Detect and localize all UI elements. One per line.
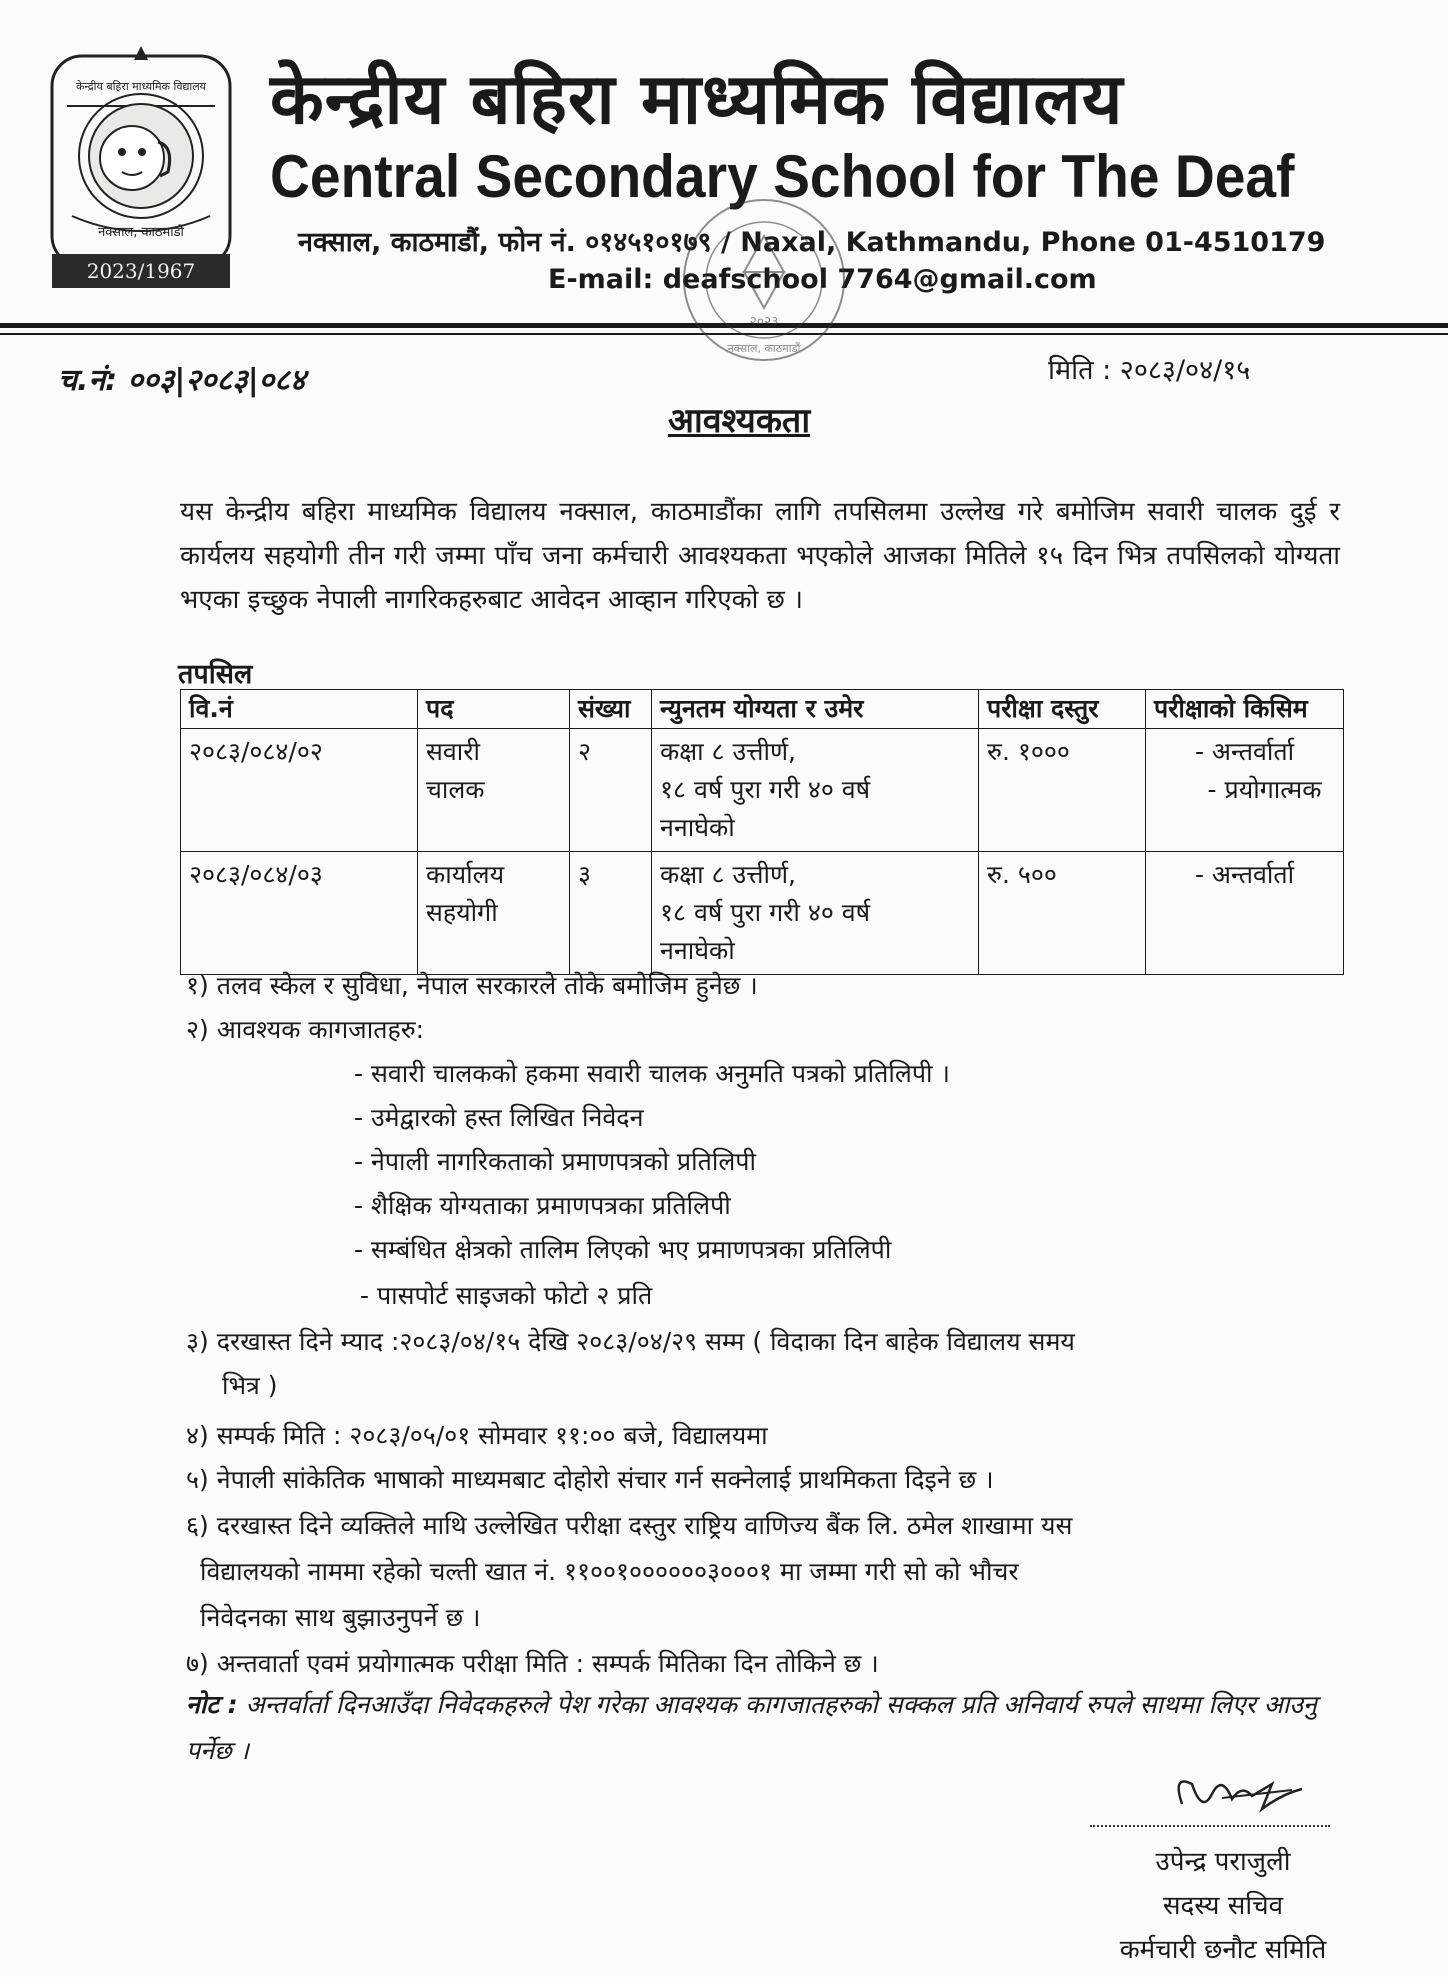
doc-item: - पासपोर्ट साइजको फोटो २ प्रति: [360, 1281, 653, 1310]
cell-post-line: सहयोगी: [426, 898, 498, 927]
logo-year-text: 2023/1967: [86, 259, 196, 283]
reference-number: च.नं: ००३|२०८३|०८४: [58, 363, 306, 398]
doc-item: - शैक्षिक योग्यताका प्रमाणपत्रका प्रतिलिपी: [354, 1191, 731, 1220]
cell-count: २: [570, 729, 652, 852]
cell-count: ३: [570, 852, 652, 975]
doc-item: - सवारी चालकको हकमा सवारी चालक अनुमति पत्रको प्रतिलिपी ।: [354, 1059, 950, 1088]
cell-post: [418, 729, 570, 852]
logo-location-text: नक्साल, काठमाडौं: [98, 225, 184, 240]
note-1: १) तलव स्केल र सुविधा, नेपाल सरकारले तोके बमोजिम हुनेछ ।: [186, 971, 758, 1000]
logo-ring-text: केन्द्रीय बहिरा माध्यमिक विद्यालय: [75, 80, 207, 93]
letter-date: मिति : २०८३/०४/१५: [1048, 355, 1251, 386]
note-6-line-2: विद्यालयको नाममा रहेको चल्ती खात नं. ११००१००००००३०००१ मा जम्मा गरी सो को भौचर: [200, 1557, 1019, 1586]
cell-no: २०८३/०८४/०३: [181, 852, 418, 975]
school-logo: [32, 46, 250, 296]
cell-no: २०८३/०८४/०२: [181, 729, 418, 852]
doc-item: - नेपाली नागरिकताको प्रमाणपत्रको प्रतिलिपी: [354, 1147, 756, 1176]
cell-post: [418, 852, 570, 975]
school-title-nepali: केन्द्रीय बहिरा माध्यमिक विद्यालय: [270, 58, 1124, 140]
stamp-location-text: नक्साल, काठमाडौं: [727, 342, 801, 355]
col-header-exam-type: परीक्षाको किसिम: [1146, 690, 1344, 729]
note-6-line-3: निवेदनका साथ बुझाउनुपर्ने छ ।: [200, 1603, 481, 1632]
note-3-line-1: ३) दरखास्त दिने म्याद :२०८३/०४/१५ देखि २०८३/०४/२९ सम्म ( विदाका दिन बाहेक विद्यालय समय: [186, 1327, 1075, 1356]
cell-qual-line: ननाघेको: [660, 936, 735, 965]
intro-paragraph: [180, 490, 1340, 622]
school-title-english: Central Secondary School for The Deaf: [270, 143, 1295, 210]
note-2: २) आवश्यक कागजातहरु:: [186, 1015, 425, 1044]
cell-post-line: कार्यालय: [426, 860, 505, 889]
col-header-qualification: न्युनतम योग्यता र उमेर: [652, 690, 979, 729]
tapasil-label: तपसिल: [178, 659, 253, 690]
intro-text: यस केन्द्रीय बहिरा माध्यमिक विद्यालय नक्साल, काठमाडौंका लागि तपसिलमा उल्लेख गरे बमोजिम सवारी चालक दुई र कार्यलय सहयोगी तीन गरी जम्मा पाँच जना कर्मचारी आवश्यकता भएकोले आजका मितिले १५ दिन भित्र तपसिलको योग्यता भएका इच्छुक नेपाली नागरिकहरुबाट आवेदन आव्हान गरिएको छ ।: [180, 497, 1340, 615]
notice-heading: आवश्यकता: [668, 401, 811, 441]
col-header-no: वि.नं: [181, 690, 418, 729]
note-3-line-2: भित्र ): [222, 1371, 278, 1400]
final-note-label: नोट :: [186, 1690, 238, 1719]
note-6-line-1: ६) दरखास्त दिने व्यक्तिले माथि उल्लेखित परीक्षा दस्तुर राष्ट्रिय वाणिज्य बैंक लि. ठमेल शाखामा यस: [186, 1511, 1073, 1540]
cell-post-line: सवारी: [426, 737, 480, 766]
cell-exam-type: [1146, 852, 1344, 975]
stamp-year-text: २०२३: [749, 314, 779, 330]
school-email: E-mail: deafschool 7764@gmail.com: [548, 264, 1097, 295]
table-row: [181, 852, 1344, 975]
cell-exam-line: - अन्तर्वार्ता: [1194, 737, 1295, 766]
note-7: ७) अन्तवार्ता एवमं प्रयोगात्मक परीक्षा मिति : सम्पर्क मितिका दिन तोकिने छ ।: [186, 1649, 879, 1678]
col-header-fee: परीक्षा दस्तुर: [979, 690, 1146, 729]
cell-exam-type: [1146, 729, 1344, 852]
signature-line: [1090, 1825, 1330, 1827]
cell-qual-line: १८ वर्ष पुरा गरी ४० वर्ष: [660, 898, 871, 927]
cell-qual-line: कक्षा ८ उत्तीर्ण,: [660, 737, 796, 766]
doc-item: - सम्बंधित क्षेत्रको तालिम लिएको भए प्रमाणपत्रका प्रतिलिपी: [354, 1235, 892, 1264]
note-5: ५) नेपाली सांकेतिक भाषाको माध्यमबाट दोहोरो संचार गर्न सक्नेलाई प्राथमिकता दिइने छ ।: [186, 1465, 994, 1494]
signatory-block: [1118, 1840, 1328, 1972]
table-header-row: [181, 690, 1344, 729]
cell-qual-line: ननाघेको: [660, 813, 735, 842]
final-note-text: अन्तर्वार्ता दिनआउँदा निवेदकहरुले पेश गरेका आवश्यक कागजातहरुको सक्कल प्रति अनिवार्य रुपले साथमा लिएर आउनु पर्नेछ ।: [186, 1690, 1317, 1765]
cell-fee: रु. ५००: [979, 852, 1146, 975]
official-stamp: [680, 196, 848, 364]
signature: [1162, 1754, 1322, 1834]
cell-exam-line: - प्रयोगात्मक: [1207, 775, 1322, 804]
col-header-count: संख्या: [570, 690, 652, 729]
cell-qualification: [652, 729, 979, 852]
cell-post-line: चालक: [426, 775, 485, 804]
cell-exam-line: - अन्तर्वार्ता: [1194, 860, 1295, 889]
school-address: नक्साल, काठमाडौं, फोन नं. ०१४५१०१७९ / Naxal, Kathmandu, Phone 01-4510179: [298, 227, 1326, 258]
doc-item: - उमेद्वारको हस्त लिखित निवेदन: [354, 1103, 644, 1132]
signatory-position: सदस्य सचिव: [1162, 1891, 1284, 1921]
cell-qual-line: १८ वर्ष पुरा गरी ४० वर्ष: [660, 775, 871, 804]
cell-fee: रु. १०००: [979, 729, 1146, 852]
col-header-post: पद: [418, 690, 570, 729]
table-row: [181, 729, 1344, 852]
signatory-name: उपेन्द्र पराजुली: [1155, 1847, 1291, 1877]
cell-qual-line: कक्षा ८ उत्तीर्ण,: [660, 860, 796, 889]
signatory-committee: कर्मचारी छनौट समिति: [1119, 1935, 1327, 1965]
note-4: ४) सम्पर्क मिति : २०८३/०५/०१ सोमवार ११:०० बजे, विद्यालयमा: [186, 1421, 768, 1450]
requirements-table: [180, 689, 1344, 975]
cell-qualification: [652, 852, 979, 975]
